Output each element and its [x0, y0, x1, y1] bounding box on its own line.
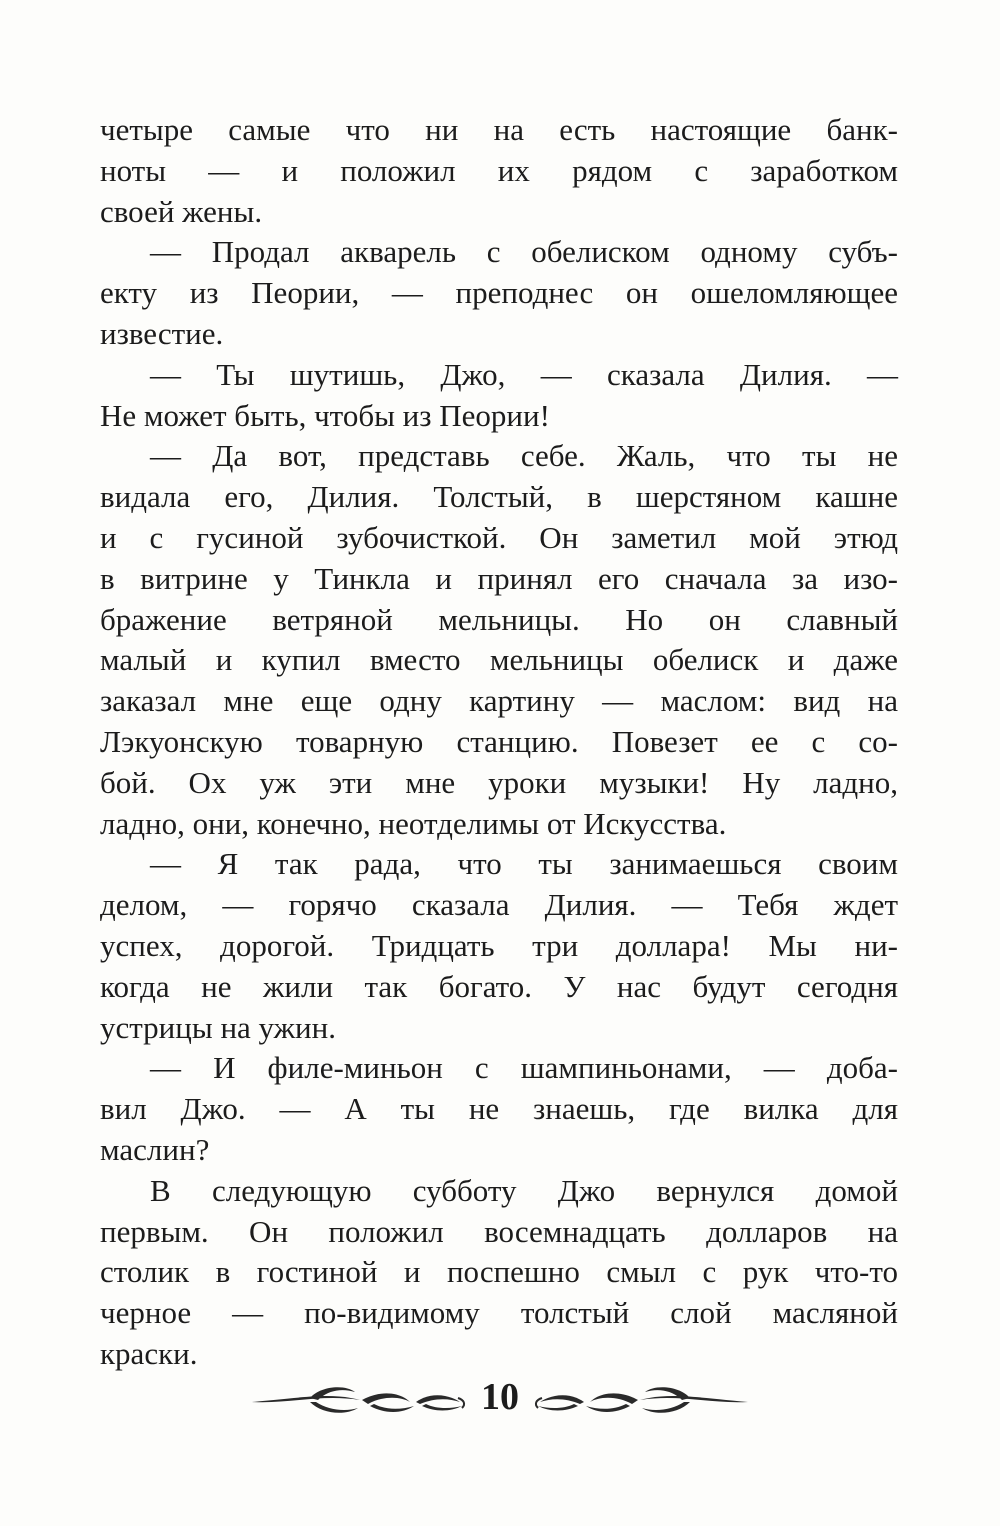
- text-line: бой. Ох уж эти мне уроки музыки! Ну ладно,: [100, 764, 898, 800]
- text-line: черное — по-видимому толстый слой масляной: [100, 1295, 898, 1331]
- flourish-ornament-right-icon: [530, 1380, 750, 1420]
- text-line: ноты — и положил их рядом с заработком: [100, 152, 898, 188]
- text-line: В следующую субботу Джо вернулся домой: [150, 1172, 898, 1208]
- text-line: малый и купил вместо мельницы обелиск и даже: [100, 642, 898, 678]
- text-line: столик в гостиной и поспешно смыл с рук что-то: [100, 1254, 898, 1290]
- text-line: — И филе-миньон с шампиньонами, — доба-: [150, 1050, 898, 1086]
- text-line: четыре самые что ни на есть настоящие банк-: [100, 112, 898, 147]
- text-line: вил Джо. — А ты не знаешь, где вилка для: [100, 1091, 898, 1127]
- text-line: екту из Пеории, — преподнес он ошеломляющее: [100, 275, 898, 311]
- text-line: бражение ветряной мельницы. Но он славный: [100, 601, 898, 637]
- text-line: — Я так рада, что ты занимаешься своим: [150, 846, 898, 882]
- text-line: в витрине у Тинкла и принял его сначала за изо-: [100, 560, 898, 596]
- body-text: [100, 110, 898, 1375]
- text-line: успех, дорогой. Тридцать три доллара! Мы ни-: [100, 927, 898, 963]
- text-line: — Ты шутишь, Джо, — сказала Дилия. —: [150, 356, 898, 392]
- text-line: — Продал акварель с обелиском одному субъ-: [150, 234, 898, 270]
- text-line: Лэкуонскую товарную станцию. Повезет ее с со-: [100, 723, 898, 759]
- flourish-ornament-left-icon: [250, 1380, 470, 1420]
- text-line: первым. Он положил восемнадцать долларов на: [100, 1213, 898, 1249]
- text-line: ладно, они, конечно, неотделимы от Искусства.: [100, 805, 727, 841]
- text-line: Не может быть, чтобы из Пеории!: [100, 397, 550, 433]
- page-number: 10: [481, 1376, 519, 1418]
- text-line: видала его, Дилия. Толстый, в шерстяном кашне: [100, 479, 898, 515]
- text-line: устрицы на ужин.: [100, 1009, 336, 1045]
- text-line: и с гусиной зубочисткой. Он заметил мой этюд: [100, 519, 898, 555]
- text-line: своей жены.: [100, 193, 263, 229]
- text-line: заказал мне еще одну картину — маслом: вид на: [100, 683, 898, 719]
- text-line: когда не жили так богато. У нас будут сегодня: [100, 968, 898, 1004]
- text-line: маслин?: [100, 1131, 210, 1167]
- text-line: краски.: [100, 1335, 198, 1371]
- text-line: известие.: [100, 315, 224, 351]
- text-line: делом, — горячо сказала Дилия. — Тебя ждет: [100, 887, 898, 923]
- page-footer: [0, 1370, 1000, 1430]
- text-line: — Да вот, представь себе. Жаль, что ты не: [150, 438, 898, 474]
